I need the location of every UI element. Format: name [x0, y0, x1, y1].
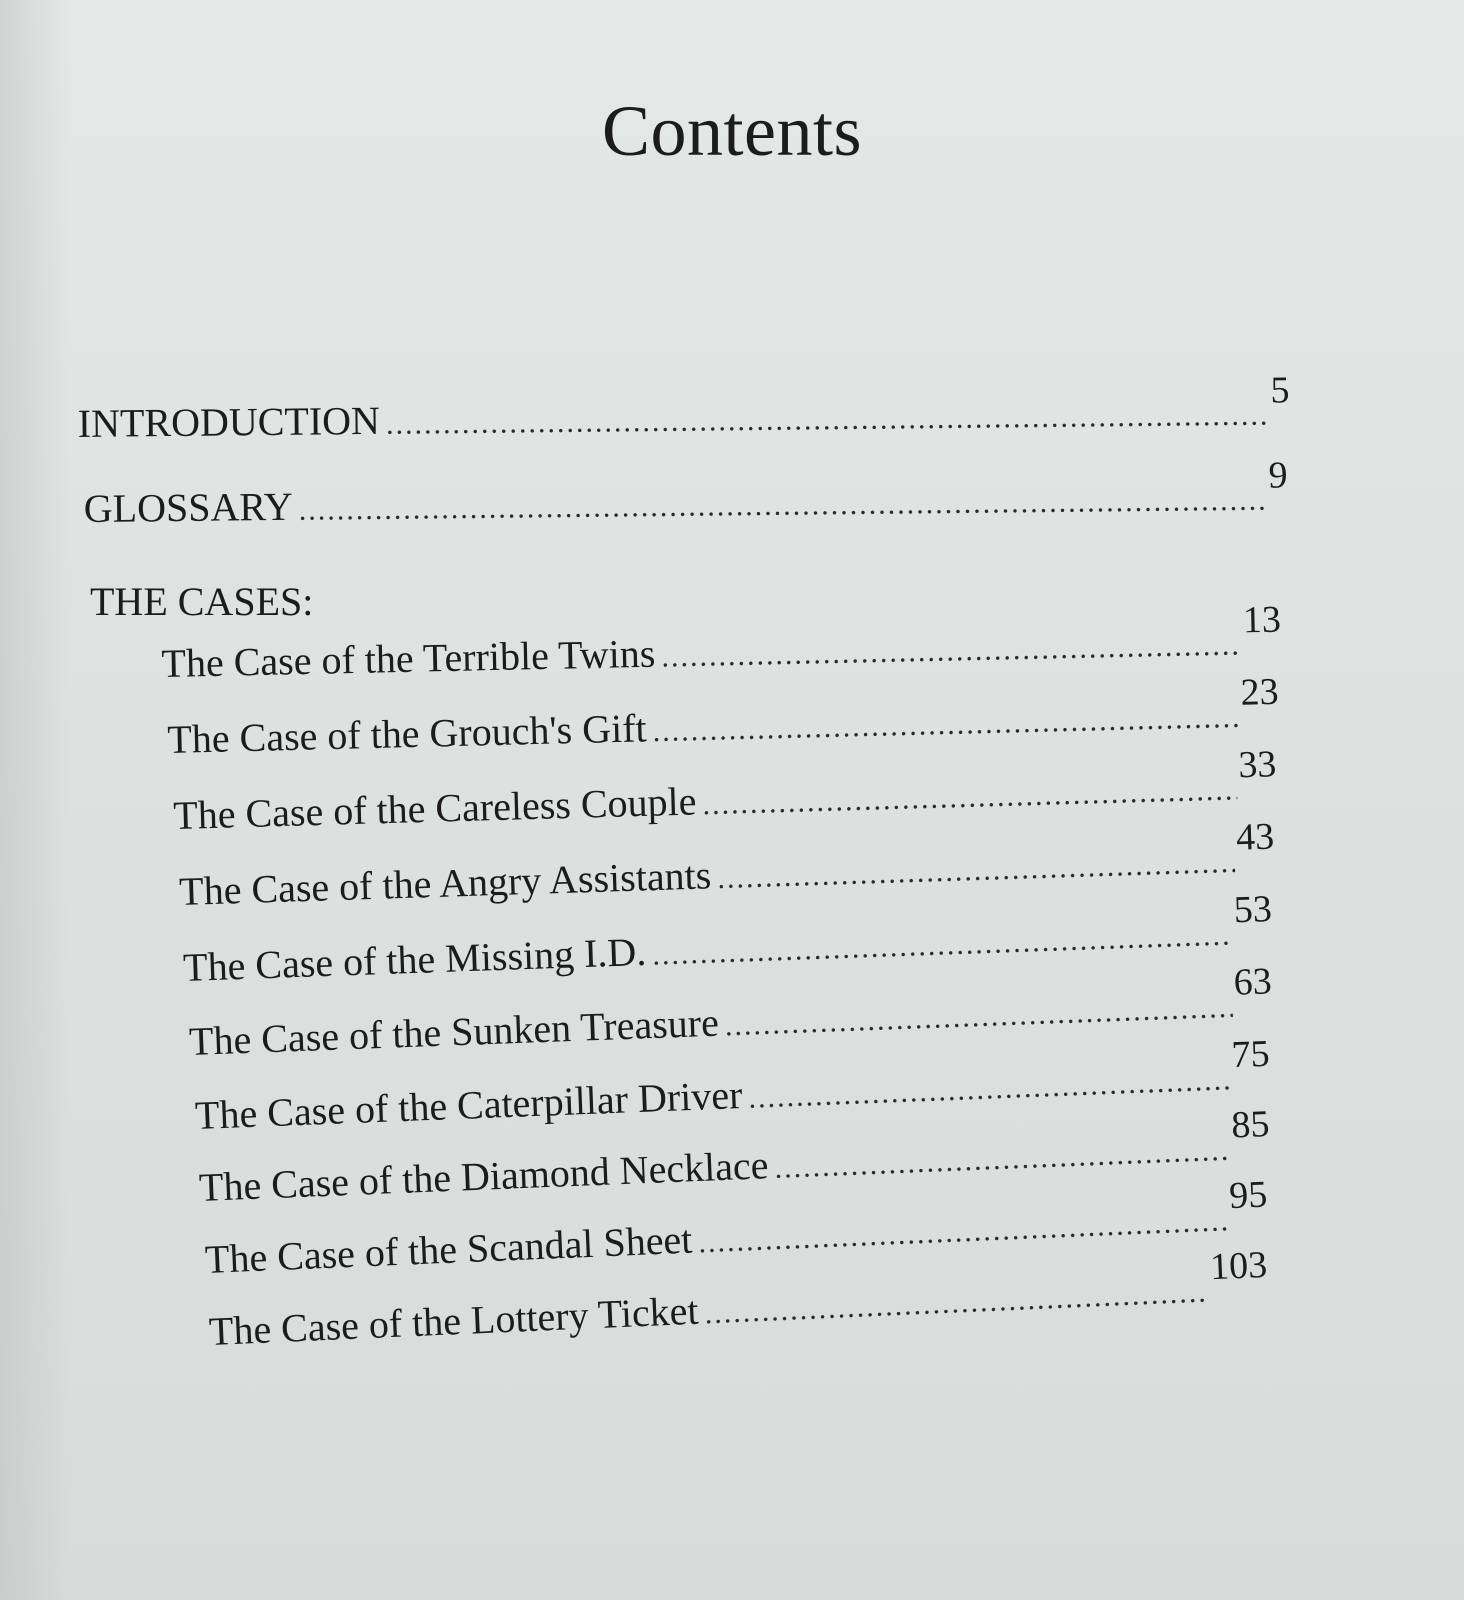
dot-leader	[299, 484, 1267, 528]
page-gutter-shadow	[0, 0, 70, 1600]
toc-entry-case[interactable]	[172, 743, 1278, 839]
toc-entry-case[interactable]	[194, 1032, 1271, 1139]
toc-entry-page-number: 43	[1235, 815, 1275, 859]
dot-leader	[748, 1063, 1231, 1115]
toc-entry-glossary[interactable]	[83, 454, 1288, 532]
toc-entry-label: The Case of the Terrible Twins	[161, 630, 656, 687]
dot-leader	[652, 918, 1234, 972]
toc-entry-page-number: 95	[1228, 1173, 1269, 1218]
toc-entry-page-number: 103	[1209, 1243, 1268, 1289]
dot-leader	[724, 991, 1233, 1044]
toc-entry-page-number: 85	[1230, 1103, 1271, 1147]
dot-leader	[661, 628, 1242, 674]
toc-entry-label: The Case of the Sunken Treasure	[188, 999, 720, 1065]
dot-leader	[717, 846, 1236, 896]
toc-entry-page-number: 23	[1240, 670, 1280, 714]
toc-entry-page-number: 13	[1242, 598, 1282, 642]
toc-entry-page-number: 63	[1232, 960, 1273, 1004]
toc-entry-page-number: 53	[1233, 887, 1273, 932]
toc-entry-case[interactable]	[188, 960, 1273, 1065]
section-heading-cases: THE CASES:	[90, 579, 314, 624]
dot-leader	[704, 1275, 1210, 1331]
toc-entry-label: The Case of the Missing I.D.	[182, 928, 647, 991]
dot-leader	[386, 399, 1269, 442]
toc-entry-page-number: 75	[1230, 1032, 1271, 1077]
toc-entry-case[interactable]	[161, 598, 1282, 687]
toc-entry-label: The Case of the Careless Couple	[172, 778, 697, 839]
toc-entry-label: The Case of the Diamond Necklace	[198, 1142, 770, 1211]
toc-entry-label: The Case of the Caterpillar Driver	[194, 1072, 744, 1139]
toc-entry-page-number: 5	[1270, 369, 1290, 412]
toc-entry-page-number: 33	[1237, 743, 1277, 787]
page-title: Contents	[601, 91, 862, 171]
toc-entry-case[interactable]	[182, 887, 1273, 991]
toc-entry-case[interactable]	[178, 815, 1276, 915]
dot-leader	[774, 1134, 1231, 1186]
toc-entry-label: The Case of the Scandal Sheet	[204, 1216, 694, 1283]
toc-entry-introduction[interactable]	[77, 369, 1290, 447]
dot-leader	[652, 701, 1239, 749]
toc-entry-label: INTRODUCTION	[77, 397, 381, 447]
toc-entry-page-number: 9	[1268, 454, 1288, 497]
toc-entry-label: The Case of the Angry Assistants	[178, 852, 712, 915]
toc-entry-label: GLOSSARY	[83, 483, 293, 532]
toc-entry-label: The Case of the Grouch's Gift	[166, 705, 648, 763]
dot-leader	[702, 773, 1238, 822]
toc-entry-case[interactable]	[166, 670, 1280, 763]
dot-leader	[698, 1204, 1229, 1260]
toc-entry-label: The Case of the Lottery Ticket	[207, 1287, 700, 1355]
